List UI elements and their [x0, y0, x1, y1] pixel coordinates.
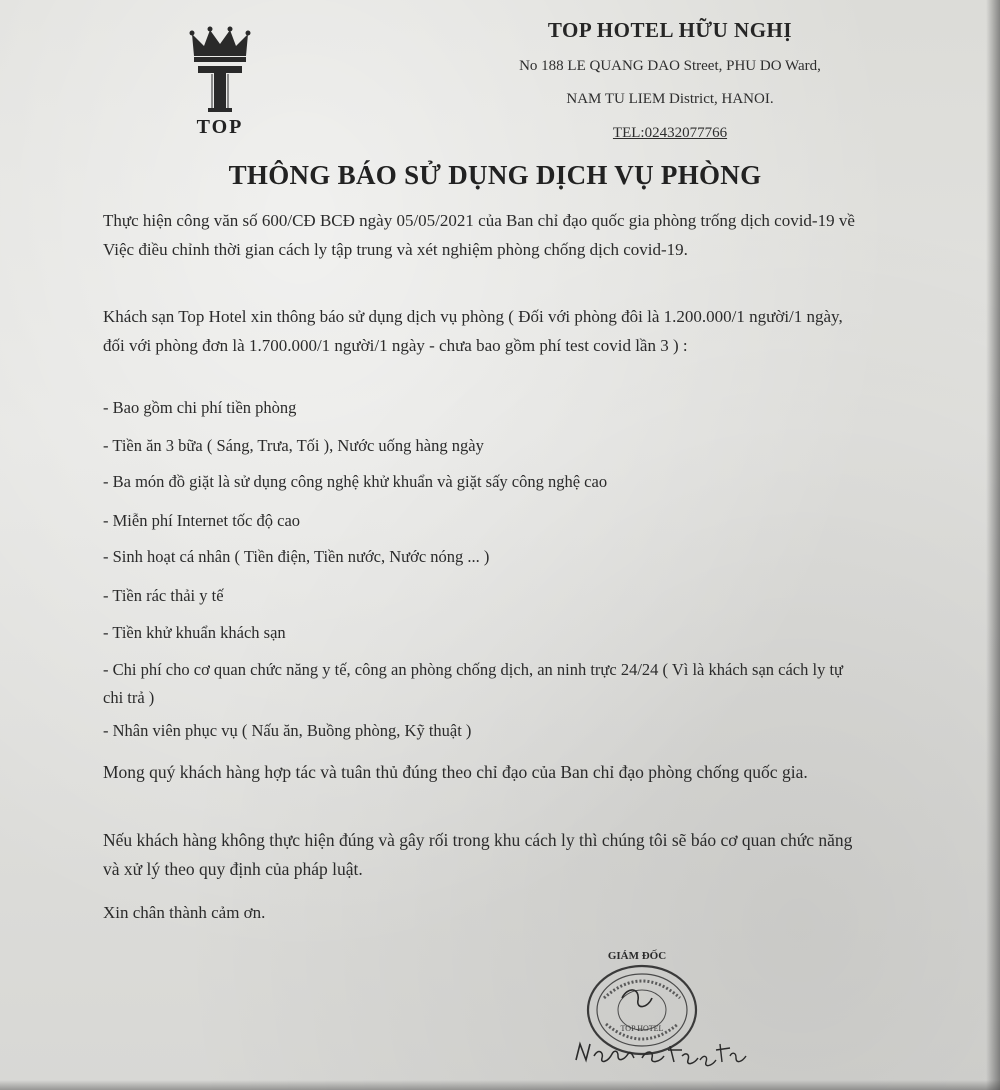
- address-line-1: No 188 LE QUANG DAO Street, PHU DO Ward,: [519, 58, 821, 74]
- list-item: - Sinh hoạt cá nhân ( Tiền điện, Tiền nước, Nước nóng ... ): [103, 547, 490, 566]
- stamp-text: TOP HOTEL: [620, 1024, 664, 1033]
- signer-role: GIÁM ĐỐC: [607, 950, 667, 962]
- hotel-name: TOP HOTEL HỮU NGHỊ: [547, 18, 793, 42]
- address-line-2: NAM TU LIEM District, HANOI.: [566, 91, 774, 107]
- list-item: - Miễn phí Internet tốc độ cao: [103, 511, 301, 530]
- page-bottom-shadow: [0, 1080, 1000, 1090]
- handwritten-signature-icon: [570, 1030, 770, 1075]
- list-item: - Tiền ăn 3 bữa ( Sáng, Trưa, Tối ), Nước uống hàng ngày: [103, 436, 484, 455]
- page-edge-shadow: [986, 0, 1000, 1090]
- crown-t-logo-icon: [188, 26, 252, 118]
- notice-paragraph: Khách sạn Top Hotel xin thông báo sử dụng dịch vụ phòng ( Đối với phòng đôi là 1.200.000/1 người/1 ngày, đối với phòng đơn là 1.700.000/1 người/1 ngày - chưa bao gồm phí test covid lần 3 ) :: [103, 307, 843, 355]
- list-item: - Tiền rác thải y tế: [103, 586, 224, 605]
- notice-title: THÔNG BÁO SỬ DỤNG DỊCH VỤ PHÒNG: [228, 160, 762, 190]
- telephone: TEL:02432077766: [612, 125, 728, 141]
- list-item: - Chi phí cho cơ quan chức năng y tế, công an phòng chống dịch, an ninh trực 24/24 ( Vì là khách sạn cách ly tự chi trả ): [103, 660, 843, 707]
- thanks-paragraph: Xin chân thành cảm ơn.: [103, 903, 266, 922]
- list-item: - Tiền khử khuẩn khách sạn: [103, 623, 286, 642]
- logo-text: TOP: [196, 116, 244, 138]
- signature-name: [570, 1030, 770, 1075]
- warning-paragraph: Nếu khách hàng không thực hiện đúng và gây rối trong khu cách ly thì chúng tôi sẽ báo cơ quan chức năng và xử lý theo quy định của pháp luật.: [103, 830, 853, 879]
- hotel-logo: [188, 26, 252, 141]
- list-item: - Ba món đồ giặt là sử dụng công nghệ khử khuẩn và giặt sấy công nghệ cao: [103, 472, 608, 491]
- list-item: - Bao gồm chi phí tiền phòng: [103, 398, 297, 417]
- cooperate-paragraph: Mong quý khách hàng hợp tác và tuân thủ đúng theo chỉ đạo của Ban chỉ đạo phòng chống quốc gia.: [103, 762, 808, 782]
- list-item: - Nhân viên phục vụ ( Nấu ăn, Buồng phòng, Kỹ thuật ): [103, 721, 472, 740]
- intro-paragraph: Thực hiện công văn số 600/CĐ BCĐ ngày 05/05/2021 của Ban chỉ đạo quốc gia phòng trống dịch covid-19 về Việc điều chỉnh thời gian cách ly tập trung và xét nghiệm phòng chống dịch covid-19.: [103, 211, 855, 259]
